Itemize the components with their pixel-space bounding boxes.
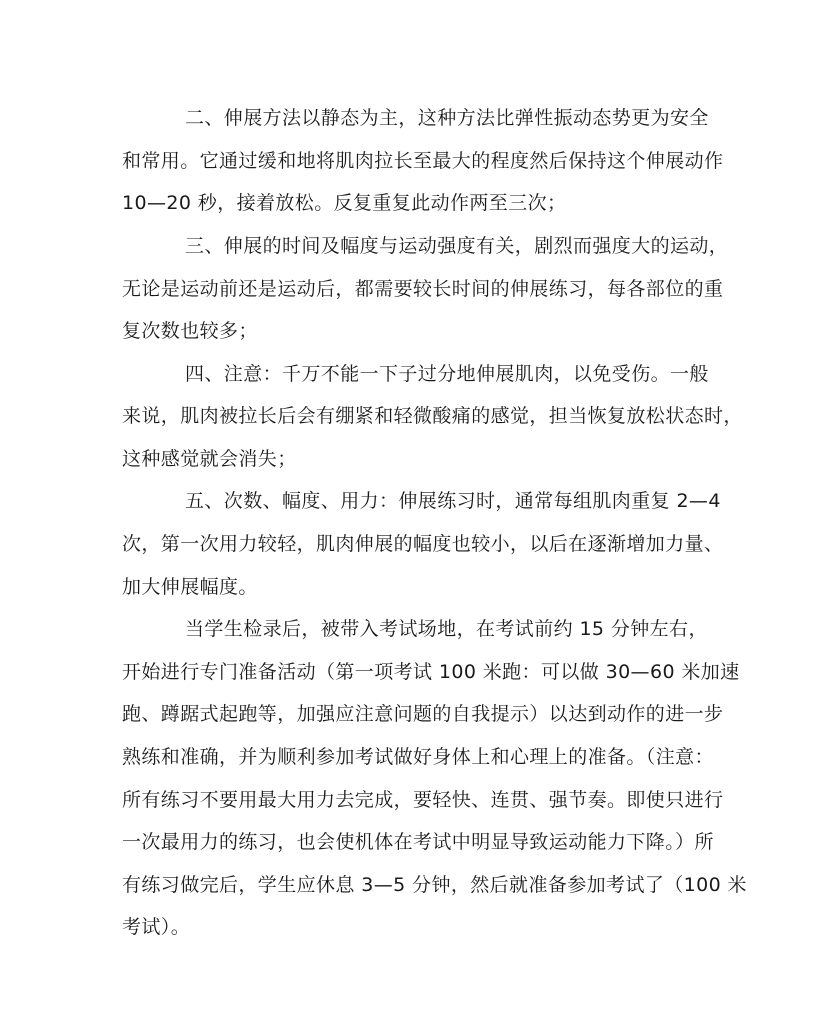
- paragraph-1-line-2: 和常用。它通过缓和地将肌肉拉长至最大的程度然后保持这个伸展动作: [122, 150, 724, 172]
- paragraph-5-line-1: 当学生检录后，被带入考试场地，在考试前约 15 分钟左右，: [185, 618, 708, 640]
- paragraph-2-line-3: 复次数也较多；: [122, 320, 258, 342]
- paragraph-3-line-3: 这种感觉就会消失；: [122, 448, 297, 470]
- paragraph-4-line-1: 五、次数、幅度、用力：伸展练习时，通常每组肌肉重复 2—4: [185, 490, 721, 512]
- paragraph-5-line-5: 所有练习不要用最大用力去完成，要轻快、连贯、强节奏。即使只进行: [122, 789, 724, 811]
- paragraph-1-line-3: 10—20 秒，接着放松。反复重复此动作两至三次；: [122, 192, 567, 214]
- paragraph-2-line-1: 三、伸展的时间及幅度与运动强度有关，剧烈而强度大的运动，: [185, 235, 729, 257]
- paragraph-1-line-1: 二、伸展方法以静态为主，这种方法比弹性振动态势更为安全: [185, 107, 709, 129]
- paragraph-2-line-2: 无论是运动前还是运动后，都需要较长时间的伸展练习，每各部位的重: [122, 278, 724, 300]
- paragraph-4-line-3: 加大伸展幅度。: [122, 576, 258, 598]
- paragraph-5-line-3: 跑、蹲踞式起跑等，加强应注意问题的自我提示）以达到动作的进一步: [122, 703, 724, 725]
- paragraph-3-line-2: 来说，肌肉被拉长后会有绷紧和轻微酸痛的感觉，担当恢复放松状态时，: [122, 405, 743, 427]
- paragraph-5-line-4: 熟练和准确，并为顺利参加考试做好身体上和心理上的准备。（注意：: [122, 746, 714, 768]
- paragraph-5-line-7: 有练习做完后，学生应休息 3—5 分钟，然后就准备参加考试了（100 米: [122, 874, 747, 896]
- paragraph-3-line-1: 四、注意：千万不能一下子过分地伸展肌肉，以免受伤。一般: [185, 363, 709, 385]
- paragraph-5-line-2: 开始进行专门准备活动（第一项考试 100 米跑：可以做 30—60 米加速: [122, 661, 740, 683]
- paragraph-5-line-6: 一次最用力的练习，也会使机体在考试中明显导致运动能力下降。）所: [122, 831, 714, 853]
- paragraph-5-line-8: 考试）。: [122, 916, 191, 938]
- paragraph-4-line-2: 次，第一次用力较轻，肌肉伸展的幅度也较小，以后在逐渐增加力量、: [122, 533, 724, 555]
